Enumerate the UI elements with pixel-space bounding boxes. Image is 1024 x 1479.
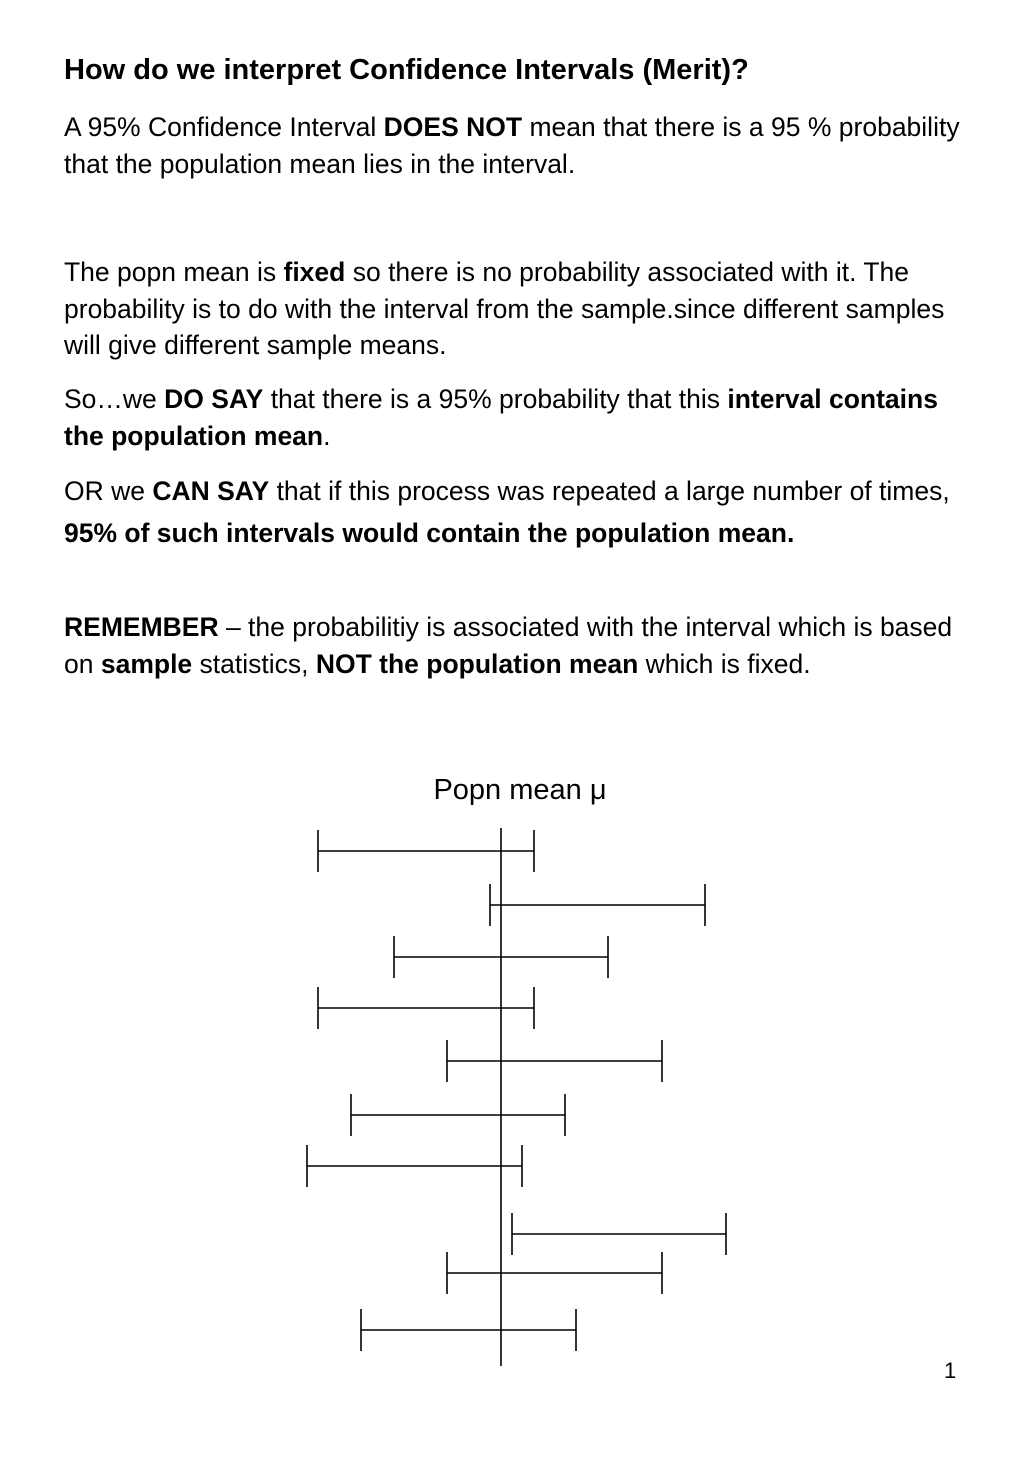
page-number: 1	[944, 1358, 957, 1383]
text-span: mean that there is a 95 % probability that the population mean lies in the interval.	[64, 112, 960, 179]
text-span: So…we	[64, 384, 165, 414]
page-title: How do we interpret Confidence Intervals (Merit)?	[64, 54, 749, 86]
emphasis-interval-contains: interval contains the population mean	[64, 384, 938, 451]
emphasis-can-say: CAN SAY	[152, 476, 270, 506]
figure-label-popn-mean: Popn mean μ	[433, 774, 607, 806]
interval-8	[512, 1213, 726, 1255]
interval-6	[351, 1094, 565, 1136]
emphasis-do-say: DO SAY	[164, 384, 264, 414]
text-span: so there is no probability associated with it. The probability is to do with the interval from the sample.since different samples will give different sample means.	[64, 257, 945, 360]
text-span: statistics,	[192, 648, 316, 679]
text-span: that if this process was repeated a large number of times,	[269, 476, 950, 506]
emphasis-ninety-five-percent: 95% of such intervals would contain the population mean.	[64, 517, 795, 548]
interval-5	[447, 1040, 662, 1082]
emphasis-not-population-mean: NOT the population mean	[315, 648, 639, 679]
text-span: that there is a 95% probability that this	[263, 384, 728, 414]
emphasis-remember: REMEMBER	[64, 612, 219, 642]
text-span: A 95% Confidence Interval	[64, 112, 384, 142]
text-span: which is fixed.	[638, 648, 811, 679]
interval-2	[490, 884, 705, 926]
emphasis-fixed: fixed	[283, 257, 346, 287]
text-span: OR we	[64, 476, 153, 506]
interval-9	[447, 1252, 662, 1294]
emphasis-does-not: DOES NOT	[383, 112, 523, 142]
text-span: – the probabilitiy is associated with the interval which is based on	[64, 612, 953, 679]
emphasis-sample: sample	[100, 648, 193, 679]
text-span: The popn mean is	[64, 257, 284, 287]
interval-7	[307, 1145, 522, 1187]
text-span: .	[323, 420, 331, 451]
interval-10	[361, 1309, 576, 1351]
